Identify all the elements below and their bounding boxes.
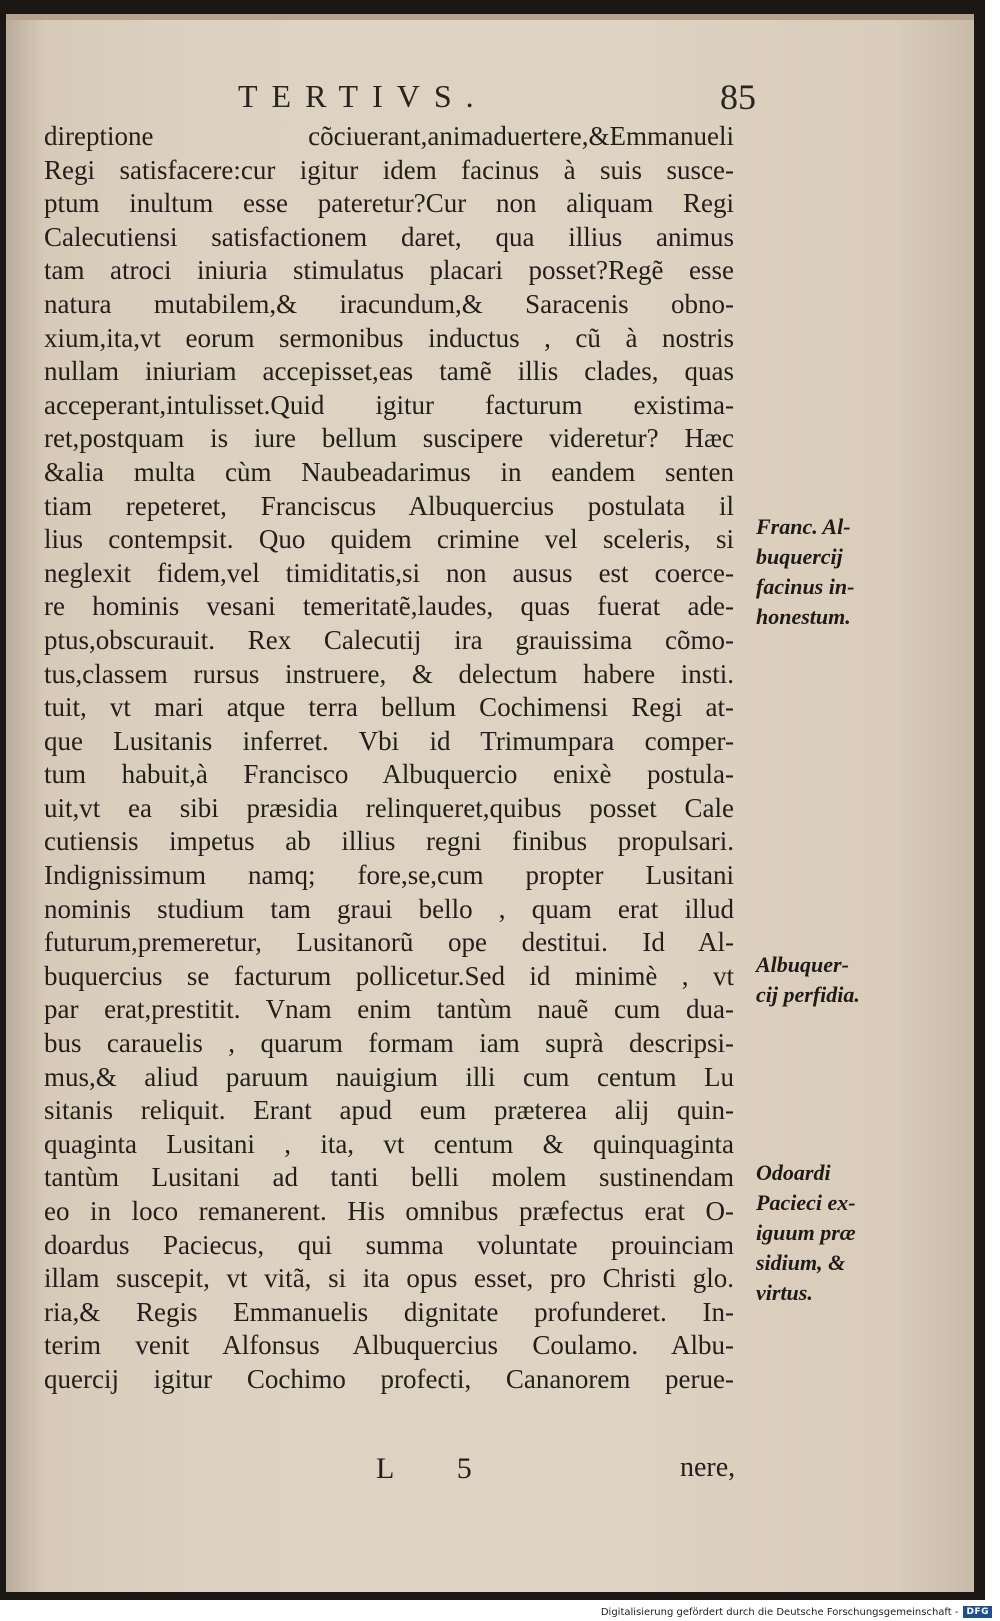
text-line: xium,ita,vt eorum sermonibus inductus , cũ à nostris: [44, 322, 734, 353]
text-line: direptione cõciuerant,animaduertere,&Emmanueli: [44, 121, 734, 151]
marginal-line: Albuquer-: [756, 952, 849, 977]
text-line: ptum inultum esse pateretur?Cur non aliquam Regi: [44, 188, 734, 219]
running-head-title: TERTIVS.: [238, 78, 488, 114]
text-line: doardus Paciecus, qui summa voluntate prouinciam: [44, 1229, 734, 1260]
marginal-line: virtus.: [756, 1280, 813, 1305]
marginal-line: Pacieci ex-: [756, 1190, 856, 1215]
marginal-line: iguum præ: [756, 1220, 856, 1245]
text-line: cutiensis impetus ab illius regni finibus propulsari.: [44, 826, 734, 857]
text-line: uit,vt ea sibi præsidia relinqueret,quibus posset Cale: [44, 792, 734, 823]
marginal-line: cij perfidia.: [756, 982, 860, 1007]
text-line: Regi satisfacere:cur igitur idem facinus à suis susce-: [44, 154, 734, 185]
text-line: re hominis vesani temeritatẽ,laudes, quas fuerat ade-: [44, 591, 734, 622]
marginal-line: honestum.: [756, 604, 851, 629]
text-line: illam suscepit, vt vitã, si ita opus esset, pro Christi glo.: [44, 1263, 734, 1294]
text-line: ria,& Regis Emmanuelis dignitate profunderet. In-: [44, 1296, 734, 1327]
marginal-line: sidium, &: [756, 1250, 846, 1275]
text-line: tiam repeteret, Franciscus Albuquercius postulata il: [44, 490, 734, 521]
text-line: tum habuit,à Francisco Albuquercio enixè postula-: [44, 759, 734, 790]
text-line: tuit, vt mari atque terra bellum Cochimensi Regi at-: [44, 692, 734, 723]
body-text: [44, 120, 744, 1397]
text-line: terim venit Alfonsus Albuquercius Coulamo. Albu-: [44, 1330, 734, 1361]
text-line: quercij igitur Cochimo profecti, Cananorem perue-: [44, 1363, 734, 1394]
marginal-note-albuquerque-deed: [756, 512, 854, 632]
text-line: natura mutabilem,& iracundum,& Saracenis obno-: [44, 288, 734, 319]
text-line: nominis studium tam graui bello , quam erat illud: [44, 893, 734, 924]
marginal-line: Franc. Al-: [756, 514, 851, 539]
page-number: 85: [720, 77, 756, 117]
marginal-line: buquercij: [756, 544, 843, 569]
text-line: par erat,prestitit. Vnam enim tantùm nauẽ cum dua-: [44, 994, 734, 1025]
text-line: tus,classem rursus instruere, & delectum habere insti.: [44, 658, 734, 689]
marginal-line: facinus in-: [756, 574, 855, 599]
text-line: futurum,premeretur, Lusitanorũ ope destitui. Id Al-: [44, 927, 734, 958]
text-line: acceperant,intulisset.Quid igitur facturum existima-: [44, 389, 734, 420]
digitization-credit: [601, 1603, 992, 1621]
text-line: Calecutiensi satisfactionem daret, qua illius animus: [44, 221, 734, 252]
text-line: ptus,obscurauit. Rex Calecutij ira grauissima cõmo-: [44, 624, 734, 655]
dfg-logo: DFG: [963, 1606, 992, 1618]
marginal-note-perfidy: [756, 950, 860, 1010]
text-line: tam atroci iniuria stimulatus placari posset?Regẽ esse: [44, 255, 734, 286]
text-line: mus,& aliud paruum nauigium illi cum centum Lu: [44, 1061, 734, 1092]
text-line: tantùm Lusitani ad tanti belli molem sustinendam: [44, 1162, 734, 1193]
text-line: bus carauelis , quarum formam iam suprà descripsi-: [44, 1028, 734, 1059]
text-line: nullam iniuriam accepisset,eas tamẽ illis clades, quas: [44, 356, 734, 387]
text-line: eo in loco remanerent. His omnibus præfectus erat O-: [44, 1196, 734, 1226]
page-top-edge: [6, 14, 974, 20]
signature-mark: L 5: [376, 1452, 500, 1485]
marginal-note-pacheco: [756, 1158, 856, 1308]
text-line: sitanis reliquit. Erant apud eum præterea alij quin-: [44, 1095, 734, 1126]
text-line: buquercius se facturum pollicetur.Sed id minimè , vt: [44, 960, 734, 991]
text-line: &alia multa cùm Naubeadarimus in eandem senten: [44, 456, 734, 487]
text-line: que Lusitanis inferret. Vbi id Trimumpara comper-: [44, 725, 734, 756]
text-line: Indignissimum namq; fore,se,cum propter Lusitani: [44, 860, 734, 891]
text-line: neglexit fidem,vel timiditatis,si non ausus est coerce-: [44, 557, 734, 588]
credit-text: Digitalisierung gefördert durch die Deutsche Forschungsgemeinschaft -: [600, 1606, 959, 1618]
catchword: nere,: [680, 1452, 736, 1483]
text-line: ret,postquam is iure bellum suscipere videretur? Hæc: [44, 423, 734, 454]
text-line: lius contempsit. Quo quidem crimine vel sceleris, si: [44, 524, 734, 555]
text-line: quaginta Lusitani , ita, vt centum & quinquaginta: [44, 1128, 734, 1159]
marginal-line: Odoardi: [756, 1160, 831, 1185]
